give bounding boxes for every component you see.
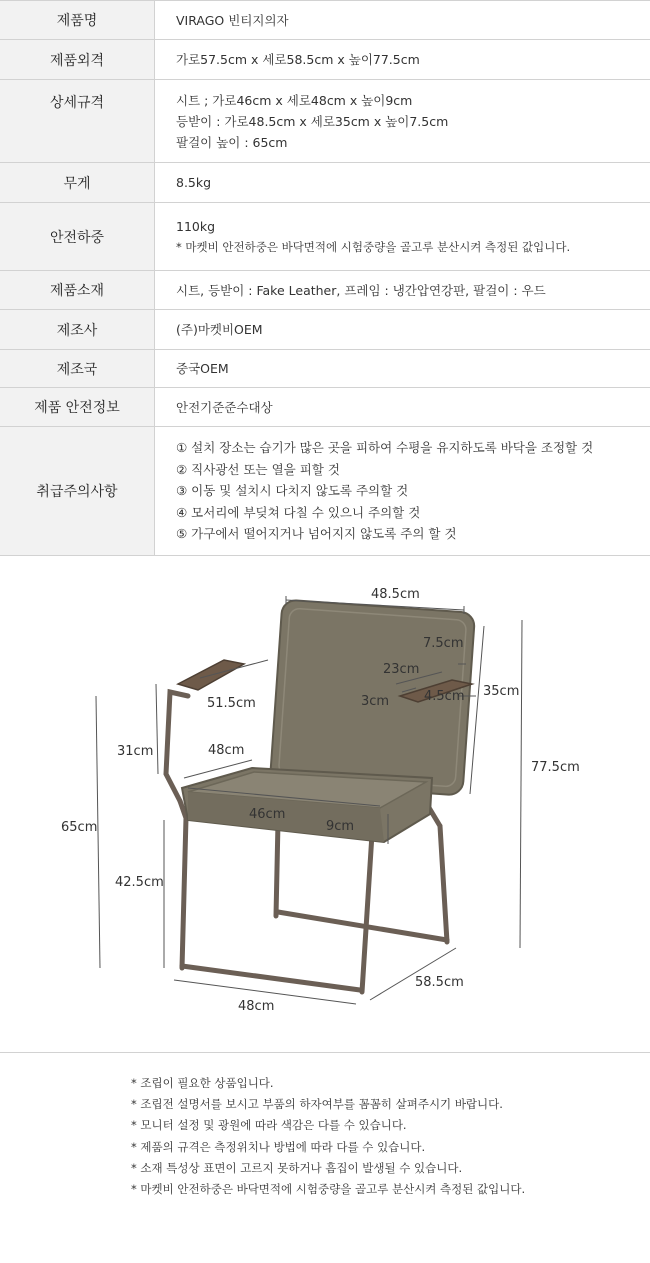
spec-row-caution [0, 427, 650, 556]
spec-value [155, 80, 650, 163]
notice-item: * 마켓비 안전하중은 바닥면적에 시험중량을 골고루 분산시켜 측정된 값입니다. [131, 1182, 526, 1197]
dim-seat-height: 42.5cm [115, 875, 164, 890]
spec-value [155, 388, 650, 427]
spec-value [155, 427, 650, 556]
spec-line: 8.5kg [176, 175, 212, 190]
dim-base-depth: 58.5cm [415, 975, 464, 990]
spec-label: 제조국 [0, 350, 155, 388]
dim-base-width: 48cm [238, 999, 275, 1014]
spec-value [155, 310, 650, 350]
notice-list [131, 1073, 525, 1200]
spec-row-manufacturer [0, 310, 650, 350]
spec-line: 110kg [176, 218, 216, 234]
notice-item: * 조립이 필요한 상품입니다. [131, 1076, 274, 1090]
dim-arm-height: 65cm [61, 820, 98, 835]
spec-label: 무게 [0, 163, 155, 203]
spec-row-origin [0, 350, 650, 388]
dim-seat-thickness: 9cm [326, 819, 355, 834]
spec-row-safety-info [0, 388, 650, 427]
spec-row-product-name [0, 1, 650, 40]
spec-value [155, 203, 650, 271]
spec-line: ② 직사광선 또는 열을 피할 것 [176, 461, 340, 477]
spec-row-weight [0, 163, 650, 203]
spec-label: 제품외격 [0, 40, 155, 80]
spec-value [155, 271, 650, 310]
spec-row-material [0, 271, 650, 310]
dim-backrest-width: 48.5cm [371, 587, 420, 602]
spec-line: 팔걸이 높이 : 65cm [176, 134, 288, 150]
spec-line: ⑤ 가구에서 떨어지거나 넘어지지 않도록 주의 할 것 [176, 526, 457, 542]
spec-value [155, 350, 650, 388]
spec-line: 시트, 등받이 : Fake Leather, 프레임 : 냉간압연강판, 팔걸이 : 우드 [176, 282, 546, 298]
notice-item: * 제품의 규격은 측정위치나 방법에 따라 다를 수 있습니다. [131, 1139, 426, 1154]
spec-label: 제품소재 [0, 271, 155, 310]
spec-label: 제조사 [0, 310, 155, 350]
spec-line: ③ 이동 및 설치시 다치지 않도록 주의할 것 [176, 483, 409, 499]
spec-line: 중국OEM [176, 361, 229, 376]
dim-arm-span: 51.5cm [207, 696, 256, 711]
dim-armrest-length: 23cm [383, 662, 420, 677]
spec-label: 취급주의사항 [0, 427, 155, 556]
notice-item: * 모니터 설정 및 광원에 따라 색감은 다를 수 있습니다. [131, 1118, 407, 1133]
notice-item: * 조립전 설명서를 보시고 부품의 하자여부를 꼼꼼히 살펴주시기 바랍니다. [131, 1097, 503, 1112]
spec-line: 가로57.5cm x 세로58.5cm x 높이77.5cm [176, 52, 420, 67]
notice-item: * 소재 특성상 표면이 고르지 못하거나 흠집이 발생될 수 있습니다. [131, 1160, 463, 1175]
dim-total-height: 77.5cm [531, 760, 580, 775]
spec-line: * 마켓비 안전하중은 바닥면적에 시험중량을 골고루 분산시켜 측정된 값입니다. [176, 239, 571, 254]
dim-seat-depth: 48cm [208, 743, 245, 758]
spec-row-outer-size [0, 40, 650, 80]
spec-row-detail-size [0, 80, 650, 163]
spec-line: VIRAGO 빈티지의자 [176, 12, 289, 28]
spec-table [0, 0, 650, 556]
spec-line: 시트 ; 가로46cm x 세로48cm x 높이9cm [176, 92, 413, 108]
spec-line: (주)마켓비OEM [176, 322, 263, 337]
dim-backrest-height: 35cm [483, 684, 520, 699]
chair-dimension-diagram [0, 556, 650, 1053]
spec-row-safe-load [0, 203, 650, 271]
dim-arm-above-seat: 31cm [117, 744, 154, 759]
dim-armrest-width: 4.5cm [424, 689, 465, 704]
spec-line: 안전기준준수대상 [176, 399, 273, 415]
spec-line: ④ 모서리에 부딪쳐 다칠 수 있으니 주의할 것 [176, 504, 421, 520]
spec-label: 상세규격 [0, 80, 155, 163]
chair-illustration [0, 556, 650, 1052]
spec-label: 제품 안전정보 [0, 388, 155, 427]
spec-value [155, 40, 650, 80]
spec-label: 안전하중 [0, 203, 155, 271]
dim-backrest-depth: 7.5cm [423, 636, 464, 651]
dim-seat-width: 46cm [249, 807, 286, 822]
dim-armrest-thickness: 3cm [361, 694, 390, 709]
spec-line: 등받이 : 가로48.5cm x 세로35cm x 높이7.5cm [176, 113, 449, 129]
spec-value [155, 163, 650, 203]
spec-value [155, 1, 650, 40]
spec-line: ① 설치 장소는 습기가 많은 곳을 피하여 수평을 유지하도록 바닥을 조정할 것 [176, 440, 594, 456]
spec-label: 제품명 [0, 1, 155, 40]
